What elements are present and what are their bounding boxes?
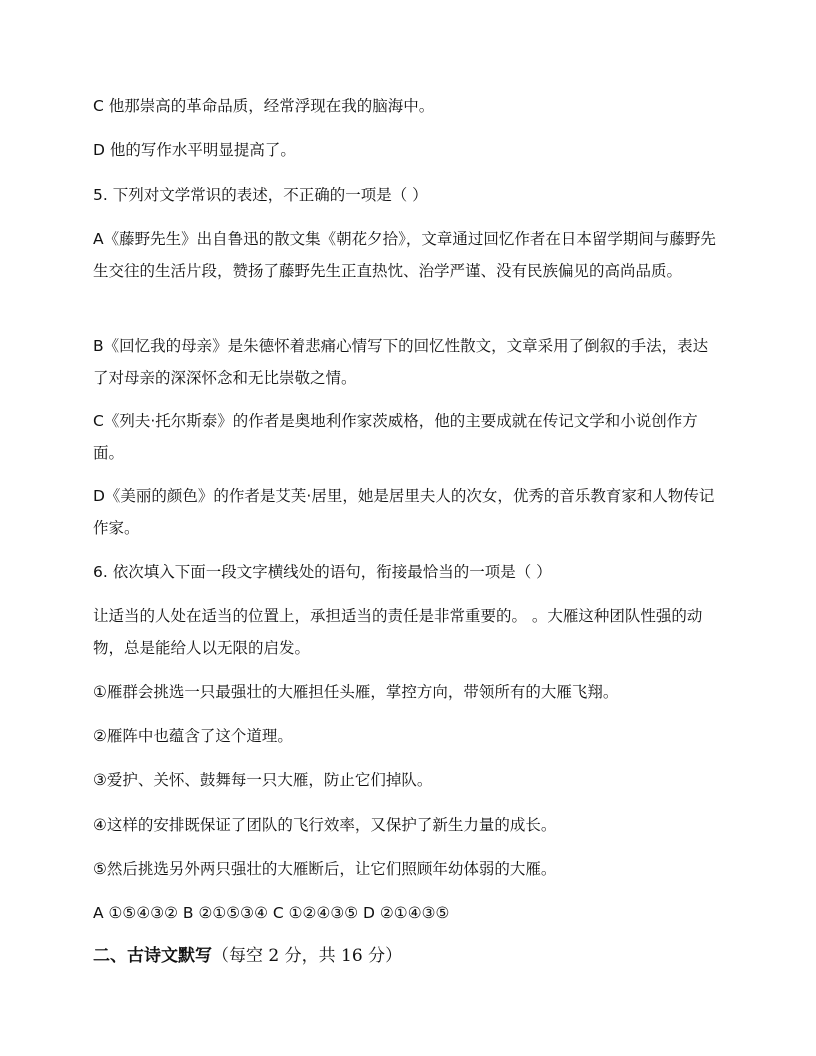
question-4-option-c: C 他那崇高的革命品质，经常浮现在我的脑海中。 bbox=[93, 97, 435, 115]
section-score-note: （每空 2 分，共 16 分） bbox=[212, 946, 403, 966]
section-title: 二、古诗文默写 bbox=[93, 946, 212, 966]
question-6-sentence-2: ②雁阵中也蕴含了这个道理。 bbox=[93, 727, 293, 745]
section-heading bbox=[93, 940, 402, 972]
question-6-passage: 让适当的人处在适当的位置上，承担适当的责任是非常重要的。 。大雁这种团队性强的动物，总是能给人以无限的启发。 bbox=[93, 607, 703, 657]
question-6-sentence-4: ④这样的安排既保证了团队的飞行效率，又保护了新生力量的成长。 bbox=[93, 816, 557, 834]
question-6-answer-choices: A ①⑤④③② B ②①⑤③④ C ①②④③⑤ D ②①④③⑤ bbox=[93, 904, 450, 922]
question-5-option-b: B《回忆我的母亲》是朱德怀着悲痛心情写下的回忆性散文，文章采用了倒叙的手法，表达了对母亲的深深怀念和无比崇敬之情。 bbox=[93, 337, 709, 387]
question-6-stem: 6. 依次填入下面一段文字横线处的语句，衔接最恰当的一项是（ ） bbox=[93, 563, 552, 581]
question-5-option-c: C《列夫·托尔斯泰》的作者是奥地利作家茨威格，他的主要成就在传记文学和小说创作方面。 bbox=[93, 412, 698, 462]
question-6-sentence-1: ①雁群会挑选一只最强壮的大雁担任头雁，掌控方向，带领所有的大雁飞翔。 bbox=[93, 683, 619, 701]
question-5-option-a: A《藤野先生》出自鲁迅的散文集《朝花夕拾》，文章通过回忆作者在日本留学期间与藤野先生交往的生活片段，赞扬了藤野先生正直热忱、治学严谨、没有民族偏见的高尚品质。 bbox=[93, 230, 716, 280]
question-5-stem: 5. 下列对文学常识的表述，不正确的一项是（ ） bbox=[93, 186, 428, 204]
question-5-option-d: D《美丽的颜色》的作者是艾芙·居里，她是居里夫人的次女，优秀的音乐教育家和人物传记作家。 bbox=[93, 487, 715, 537]
question-6-sentence-5: ⑤然后挑选另外两只强壮的大雁断后，让它们照顾年幼体弱的大雁。 bbox=[93, 860, 557, 878]
question-4-option-d: D 他的写作水平明显提高了。 bbox=[93, 141, 296, 159]
question-6-sentence-3: ③爱护、关怀、鼓舞每一只大雁，防止它们掉队。 bbox=[93, 771, 433, 789]
